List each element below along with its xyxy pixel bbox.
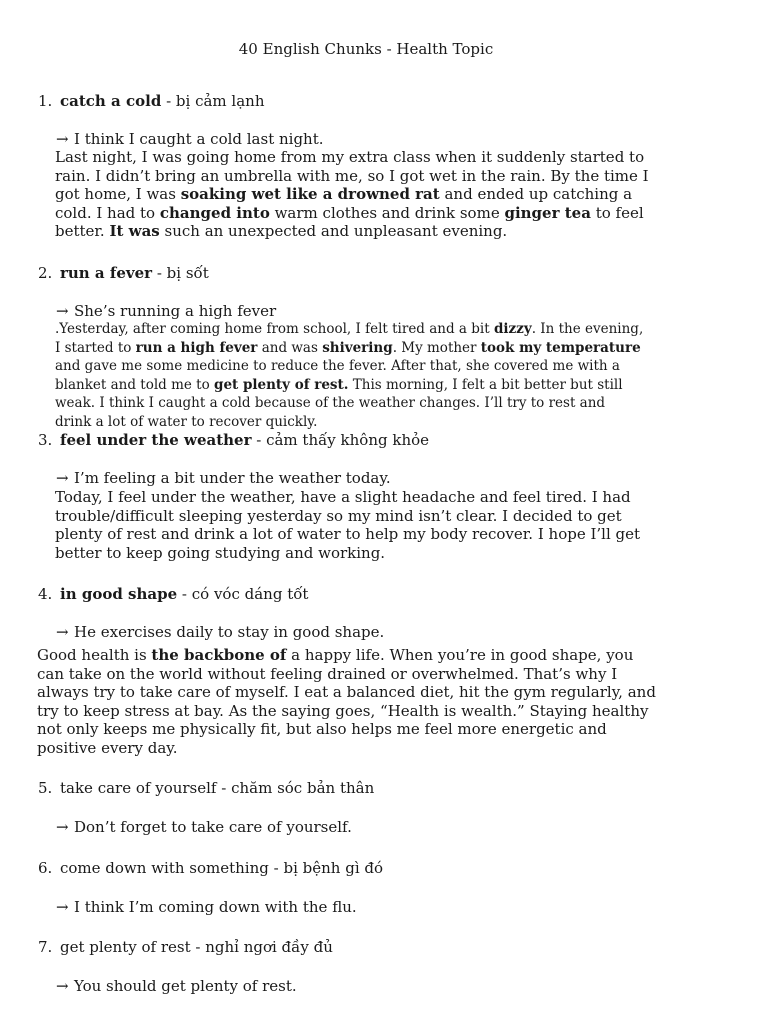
chunk-heading-take-care-of-yourself xyxy=(38,779,374,797)
item-number: 2. xyxy=(38,264,53,282)
bold-phrase: dizzy xyxy=(493,321,532,337)
example-sentence xyxy=(56,130,324,148)
arrow-icon: → xyxy=(56,623,69,641)
text-run: Last night, I was going home from my extra class when it suddenly started to rain. I didn’t bring an umbrella with me, so I got wet in the rain. By the time I got home, I was xyxy=(55,148,649,203)
bold-phrase: run a high fever xyxy=(135,339,258,356)
chunk-heading-run-a-fever xyxy=(38,264,209,282)
item-number: 3. xyxy=(38,431,53,449)
arrow-icon: → xyxy=(56,977,69,995)
bold-phrase: took my temperature xyxy=(480,339,641,356)
chunk-meaning: - bị sốt xyxy=(152,264,209,282)
story-paragraph-1 xyxy=(55,148,655,241)
chunk-phrase: feel under the weather xyxy=(60,431,252,449)
arrow-icon: → xyxy=(56,469,69,487)
chunk-phrase: run a fever xyxy=(60,264,153,282)
text-run: warm clothes and drink some xyxy=(269,203,505,222)
example-sentence xyxy=(56,898,357,916)
bold-phrase: It was xyxy=(109,222,160,240)
bold-phrase: shivering xyxy=(322,339,393,356)
bold-phrase: ginger tea xyxy=(504,203,591,222)
text-run: . My mother xyxy=(392,339,481,356)
chunk-heading-catch-a-cold xyxy=(38,92,264,110)
example-text: I think I caught a cold last night. xyxy=(74,130,324,148)
chunk-heading-feel-under-the-weather xyxy=(38,431,429,449)
chunk-meaning: - cảm thấy không khỏe xyxy=(251,431,430,449)
item-number: 7. xyxy=(38,938,53,956)
text-run: . In the evening, I started to xyxy=(55,321,644,356)
example-text: Don’t forget to take care of yourself. xyxy=(74,818,352,836)
text-run: to feel better. xyxy=(55,203,644,240)
example-text: She’s running a high fever xyxy=(74,302,277,320)
text-run: This morning, I felt a bit better but still weak. I think I caught a cold because of the weather changes. I’ll try to rest and drink a lot of water to recover quickly. xyxy=(55,376,623,430)
example-sentence xyxy=(56,469,391,487)
bold-phrase: the backbone of xyxy=(151,646,287,664)
text-run: .Yesterday, after coming home from school, I felt tired and a bit xyxy=(55,321,494,337)
chunk-phrase: come down with something - bị bệnh gì đó xyxy=(60,859,384,877)
chunk-phrase: take care of yourself - chăm sóc bản thân xyxy=(60,779,375,797)
story-paragraph-2 xyxy=(55,320,645,431)
example-text: He exercises daily to stay in good shape. xyxy=(74,623,385,641)
item-number: 5. xyxy=(38,779,53,797)
chunk-meaning: - bị cảm lạnh xyxy=(161,92,265,110)
chunk-meaning: - có vóc dáng tốt xyxy=(177,585,309,603)
text-run: Today, I feel under the weather, have a slight headache and feel tired. I had trouble/difficult sleeping yesterday so my mind isn’t clear. I decided to get plenty of rest and drink a lot of water to help my body recover. I hope I’ll get better to keep going studying and working. xyxy=(55,488,641,562)
chunk-phrase: catch a cold xyxy=(60,92,162,110)
chunk-heading-in-good-shape xyxy=(38,585,308,603)
example-text: I’m feeling a bit under the weather today. xyxy=(74,469,391,487)
bold-phrase: changed into xyxy=(159,203,270,222)
page-title: 40 English Chunks - Health Topic xyxy=(238,40,494,58)
text-run: and ended up catching a cold. I had to xyxy=(55,185,633,222)
text-run: and was xyxy=(257,339,323,356)
arrow-icon: → xyxy=(56,302,69,320)
item-number: 1. xyxy=(38,92,53,110)
story-paragraph-4 xyxy=(37,646,657,757)
chunk-heading-get-plenty-of-rest xyxy=(38,938,333,956)
example-sentence xyxy=(56,977,297,995)
chunk-phrase: get plenty of rest - nghỉ ngơi đầy đủ xyxy=(60,938,333,956)
chunk-heading-come-down-with-something xyxy=(38,859,383,877)
example-sentence xyxy=(56,818,352,836)
item-number: 4. xyxy=(38,585,53,603)
example-text: I think I’m coming down with the flu. xyxy=(74,898,357,916)
text-run: a happy life. When you’re in good shape, you can take on the world without feeling drained or overwhelmed. That’s why I always try to take care of myself. I eat a balanced diet, hit the gym regularly, and try to keep stress at bay. As the saying goes, “Health is wealth.” Staying healthy not only keeps me physically fit, but also helps me feel more energetic and positive every day. xyxy=(37,646,656,757)
story-paragraph-3 xyxy=(55,488,655,562)
example-text: You should get plenty of rest. xyxy=(74,977,297,995)
item-number: 6. xyxy=(38,859,53,877)
text-run: such an unexpected and unpleasant evening. xyxy=(159,222,508,240)
bold-phrase: get plenty of rest. xyxy=(214,376,349,393)
text-run: Good health is xyxy=(37,646,152,664)
example-sentence xyxy=(56,302,276,320)
text-run: and gave me some medicine to reduce the fever. After that, she covered me with a blanket and told me to xyxy=(55,358,620,393)
bold-phrase: soaking wet like a drowned rat xyxy=(180,185,440,203)
example-sentence xyxy=(56,623,384,641)
chunk-phrase: in good shape xyxy=(60,585,178,603)
arrow-icon: → xyxy=(56,130,69,148)
arrow-icon: → xyxy=(56,818,69,836)
arrow-icon: → xyxy=(56,898,69,916)
